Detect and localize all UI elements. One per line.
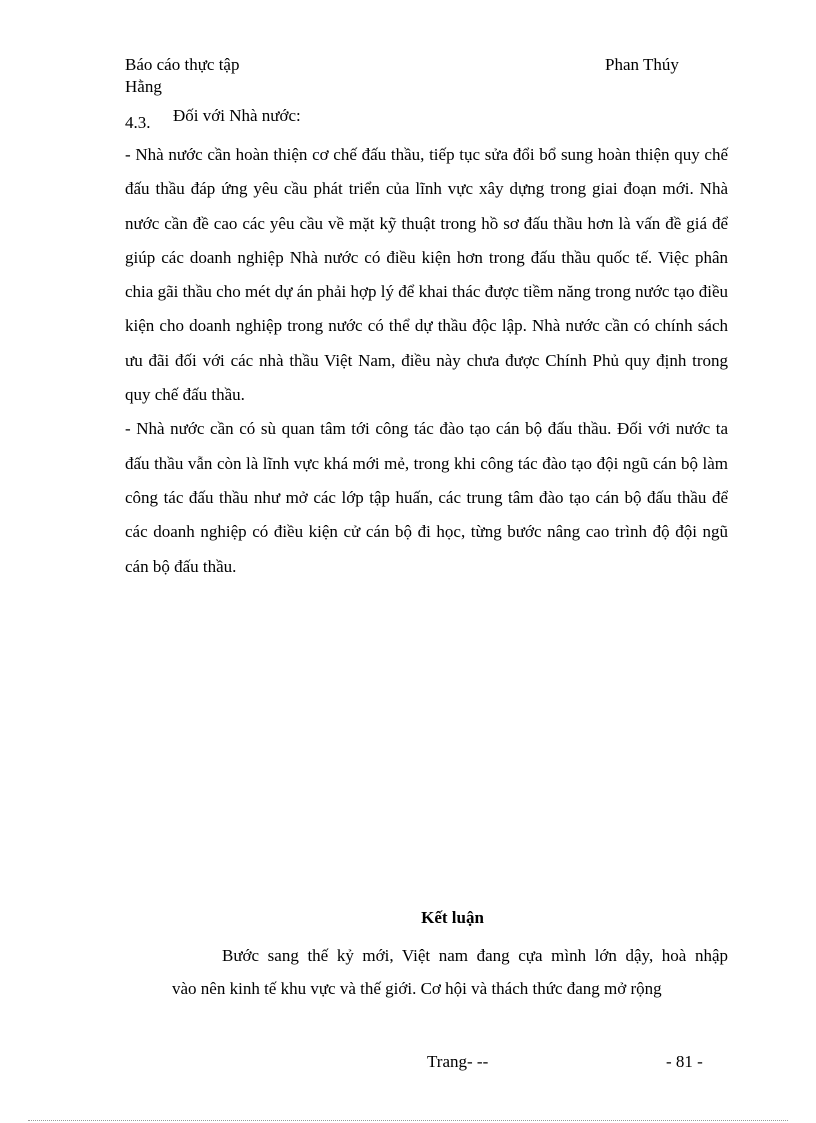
footer-label: Trang- -- <box>427 1052 489 1071</box>
paragraph: - Nhà nước cần hoàn thiện cơ chế đấu thầu, tiếp tục sửa đổi bổ sung hoàn thiện quy chế đấu thầu đáp ứng yêu cầu phát triển của lĩnh vực xây dựng trong giai đoạn mới. Nhà nước cần đề cao các yêu cầu về mặt kỹ thuật trong hồ sơ đấu thầu hơn là vấn đề giá để giúp các doanh nghiệp Nhà nước có điều kiện hơn trong đấu thầu quốc tế. Việc phân chia gãi thầu cho mét dự án phải hợp lý để khai thác được tiềm năng trong nước tạo điều kiện cho doanh nghiệp trong nước có thể dự thầu độc lập. Nhà nước cần có chính sách ưu đãi đối với các nhà thầu Việt Nam, điều này chưa được Chính Phủ quy định trong quy chế đấu thầu. <box>125 145 728 405</box>
header-left-line1: Báo cáo thực tập <box>125 55 240 74</box>
section-number: 4.3. <box>125 113 151 132</box>
conclusion-line: vào nên kinh tế khu vực và thế giới. Cơ hội và thách thức đang mở rộng <box>172 979 662 998</box>
conclusion-title: Kết luận <box>421 908 484 927</box>
conclusion-line: Bước sang thế kỷ mới, Việt nam đang cựa mình lớn dậy, hoà nhập <box>222 946 728 965</box>
page-bottom-divider <box>28 1120 788 1121</box>
section-title: Đối với Nhà nước: <box>173 106 301 125</box>
header-left-line2: Hằng <box>125 77 162 96</box>
paragraph: - Nhà nước cần có sù quan tâm tới công tác đào tạo cán bộ đấu thầu. Đối với nước ta đấu thầu vẫn còn là lĩnh vực khá mới mẻ, trong khi công tác đào tạo đội ngũ cán bộ làm công tác đấu thầu như mở các lớp tập huấn, các trung tâm đào tạo cán bộ đấu thầu để các doanh nghiệp có điều kiện cử cán bộ đi học, từng bước nâng cao trình độ đội ngũ cán bộ đấu thầu. <box>125 419 728 576</box>
page-number: - 81 - <box>666 1052 703 1071</box>
header-right: Phan Thúy <box>605 55 679 74</box>
conclusion-body <box>125 939 728 1005</box>
section-body <box>125 138 728 584</box>
section-heading <box>125 104 301 132</box>
